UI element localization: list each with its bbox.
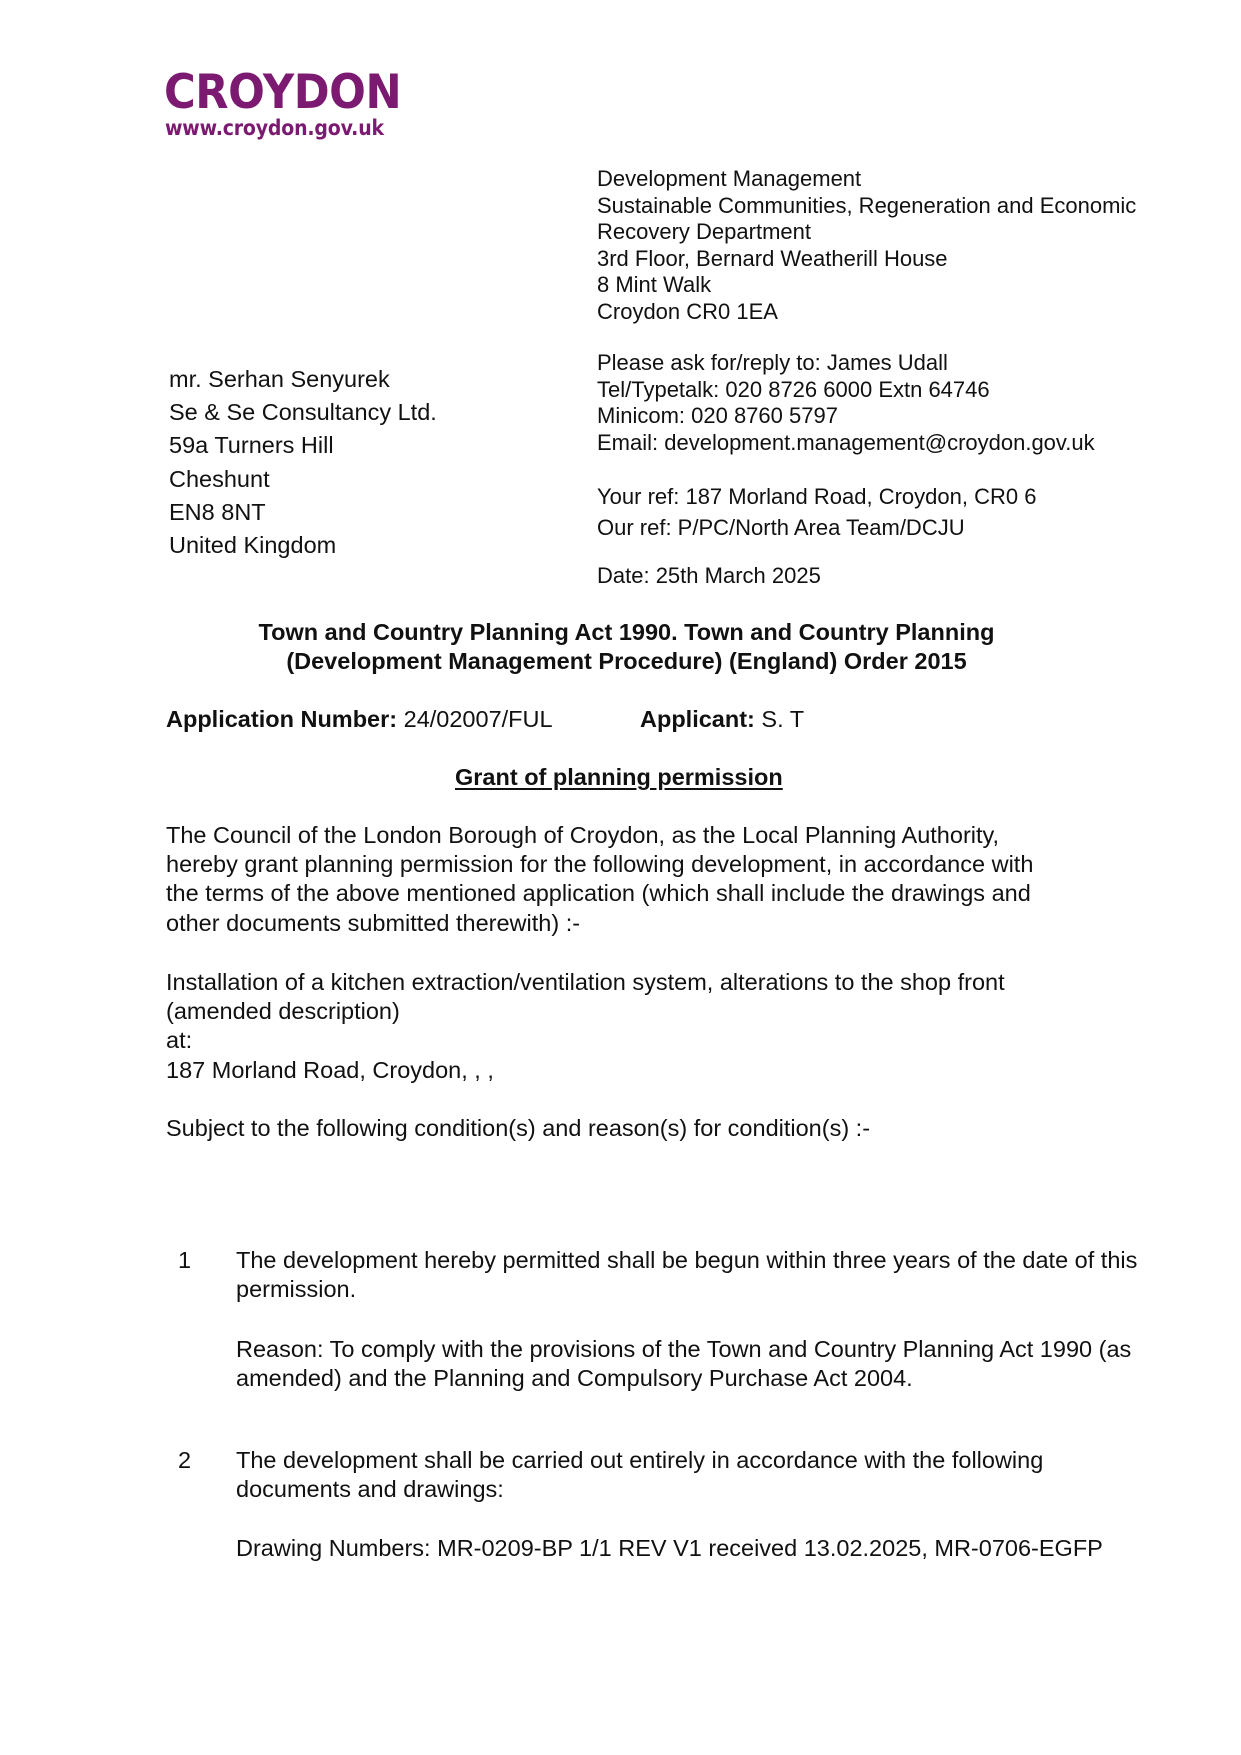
sender-address-block — [597, 166, 1136, 325]
recipient-postcode: EN8 8NT — [169, 498, 266, 525]
applicant — [640, 704, 804, 734]
contact-officer: Please ask for/reply to: James Udall — [597, 350, 948, 375]
sender-directorate-cont: Recovery Department — [597, 219, 811, 244]
grant-statement — [166, 821, 1033, 938]
our-reference: Our ref: P/PC/North Area Team/DCJU — [597, 515, 965, 540]
grant-statement-line: the terms of the above mentioned application (which shall include the drawings and — [166, 880, 1031, 907]
decision-heading: Grant of planning permission — [455, 764, 783, 790]
condition-text-line: permission. — [236, 1276, 357, 1302]
grant-statement-line: hereby grant planning permission for the following development, in accordance with — [166, 851, 1034, 878]
sender-department: Development Management — [597, 166, 862, 191]
letter-date: Date: 25th March 2025 — [597, 563, 821, 588]
sender-directorate: Sustainable Communities, Regeneration and Economic — [597, 192, 1137, 218]
development-description-line: Installation of a kitchen extraction/ventilation system, alterations to the shop front — [166, 969, 1005, 995]
sender-street: 8 Mint Walk — [597, 272, 712, 297]
drawing-numbers: Drawing Numbers: MR-0209-BP 1/1 REV V1 received 13.02.2025, MR-0706-EGFP — [236, 1535, 1103, 1561]
contact-block — [597, 350, 1095, 456]
recipient-street: 59a Turners Hill — [169, 432, 334, 459]
development-site-address: 187 Morland Road, Croydon, , , — [166, 1056, 494, 1083]
conditions-intro: Subject to the following condition(s) and reason(s) for condition(s) :- — [166, 1115, 871, 1141]
condition-reason-line: Reason: To comply with the provisions of the Town and Country Planning Act 1990 (as — [236, 1336, 1132, 1362]
condition-text — [236, 1446, 1043, 1504]
condition-text-line: documents and drawings: — [236, 1476, 504, 1502]
grant-statement-line: other documents submitted therewith) :- — [166, 909, 581, 936]
recipient-company: Se & Se Consultancy Ltd. — [169, 399, 437, 426]
condition-reason — [236, 1335, 1131, 1393]
development-description — [166, 968, 1005, 1085]
recipient-address-block — [169, 363, 437, 562]
contact-telephone: Tel/Typetalk: 020 8726 6000 Extn 64746 — [597, 376, 990, 402]
condition-number: 1 — [178, 1247, 192, 1273]
sender-town-postcode: Croydon CR0 1EA — [597, 298, 778, 324]
references-block — [597, 481, 1036, 543]
condition-text-line: The development shall be carried out entirely in accordance with the following — [236, 1447, 1044, 1473]
condition-text — [236, 1246, 1137, 1304]
act-title-line-2: (Development Management Procedure) (England) Order 2015 — [286, 648, 967, 674]
condition-text-line: The development hereby permitted shall be begun within three years of the date of this — [236, 1247, 1138, 1273]
recipient-name: mr. Serhan Senyurek — [169, 366, 390, 392]
application-number — [166, 704, 553, 734]
act-title — [0, 618, 1241, 676]
condition-reason-line: amended) and the Planning and Compulsory Purchase Act 2004. — [236, 1365, 913, 1391]
applicant-label: Applicant: — [640, 706, 755, 732]
contact-minicom: Minicom: 020 8760 5797 — [597, 403, 838, 428]
your-reference: Your ref: 187 Morland Road, Croydon, CR0 6 — [597, 484, 1037, 509]
application-number-label: Application Number: — [166, 706, 398, 732]
grant-statement-line: The Council of the London Borough of Croydon, as the Local Planning Authority, — [166, 822, 1000, 848]
recipient-country: United Kingdom — [169, 532, 337, 559]
development-at-label: at: — [166, 1027, 193, 1054]
contact-email[interactable]: Email: development.management@croydon.gov.uk — [597, 429, 1095, 455]
act-title-line-1: Town and Country Planning Act 1990. Town and Country Planning — [258, 619, 995, 645]
application-number-value: 24/02007/FUL — [397, 706, 553, 732]
condition-number: 2 — [178, 1447, 192, 1473]
recipient-town: Cheshunt — [169, 465, 270, 492]
development-description-line: (amended description) — [166, 998, 400, 1025]
council-logo-wordmark: CROYDON — [164, 65, 402, 120]
applicant-value: S. T — [754, 706, 805, 732]
council-website-url: www.croydon.gov.uk — [165, 116, 384, 141]
sender-building: 3rd Floor, Bernard Weatherill House — [597, 245, 948, 271]
